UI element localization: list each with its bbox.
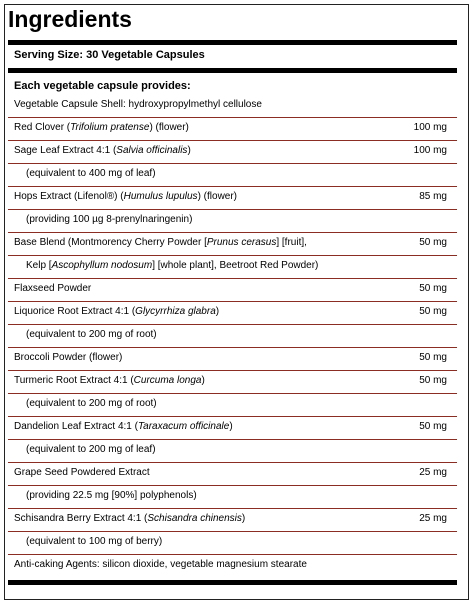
ingredient-name xyxy=(14,375,205,386)
table-row xyxy=(8,416,457,439)
ingredient-text: ) (flower) xyxy=(149,122,189,133)
table-row xyxy=(8,278,457,301)
ingredient-amount: 25 mg xyxy=(419,467,447,478)
table-row xyxy=(8,163,457,186)
ingredient-text: ] [whole plant], Beetroot Red Powder) xyxy=(152,260,319,271)
table-row xyxy=(8,232,457,255)
ingredient-text: ) xyxy=(215,306,220,317)
ingredient-amount: 25 mg xyxy=(419,513,447,524)
latin-name: Glycyrrhiza glabra xyxy=(135,306,216,317)
ingredient-amount: 85 mg xyxy=(419,191,447,202)
ingredient-name xyxy=(26,398,157,409)
ingredient-text: (equivalent to 200 mg of root) xyxy=(26,398,157,409)
ingredient-name xyxy=(14,145,191,156)
latin-name: Schisandra chinensis xyxy=(147,513,242,524)
bottom-divider xyxy=(8,580,457,585)
ingredient-text: Dandelion Leaf Extract 4:1 ( xyxy=(14,421,138,432)
ingredient-text: Schisandra Berry Extract 4:1 ( xyxy=(14,513,148,524)
ingredient-text: Turmeric Root Extract 4:1 ( xyxy=(14,375,134,386)
ingredient-name xyxy=(14,283,91,294)
ingredient-name xyxy=(14,352,122,363)
table-row xyxy=(8,531,457,554)
table-row xyxy=(8,255,457,278)
ingredient-text: Red Clover ( xyxy=(14,122,71,133)
table-row xyxy=(8,462,457,485)
ingredient-text: ) xyxy=(229,421,233,432)
ingredient-name xyxy=(14,421,233,432)
page-title: Ingredients xyxy=(8,6,132,32)
ingredient-amount: 50 mg xyxy=(419,352,447,363)
latin-name: Trifolium pratense xyxy=(70,122,150,133)
ingredient-text: Grape Seed Powdered Extract xyxy=(14,467,150,478)
ingredient-amount: 50 mg xyxy=(419,375,447,386)
ingredient-text: (equivalent to 200 mg of root) xyxy=(26,329,157,340)
table-row xyxy=(8,140,457,163)
ingredient-text: (providing 100 µg 8-prenylnaringenin) xyxy=(26,214,193,225)
ingredient-amount: 100 mg xyxy=(413,145,447,156)
ingredient-name xyxy=(26,490,197,501)
provides-heading: Each vegetable capsule provides: xyxy=(14,80,191,92)
latin-name: Taraxacum officinale xyxy=(137,421,230,432)
ingredient-text: (equivalent to 100 mg of berry) xyxy=(26,536,163,547)
ingredient-amount: 100 mg xyxy=(413,122,447,133)
table-row xyxy=(8,485,457,508)
ingredient-text: ] [fruit], xyxy=(276,237,307,248)
ingredient-amount: 50 mg xyxy=(419,306,447,317)
latin-name: Prunus cerasus xyxy=(206,237,277,248)
ingredient-table xyxy=(8,95,457,577)
ingredient-text: Kelp [ xyxy=(26,260,52,271)
table-row xyxy=(8,95,457,117)
ingredient-text: Hops Extract (Lifenol®) ( xyxy=(14,191,124,202)
ingredient-name xyxy=(26,329,157,340)
ingredient-text: Sage Leaf Extract 4:1 ( xyxy=(14,145,117,156)
ingredient-text: Liquorice Root Extract 4:1 ( xyxy=(14,306,136,317)
ingredient-name xyxy=(14,513,245,524)
ingredient-name xyxy=(26,260,318,271)
title-divider xyxy=(8,40,457,45)
ingredient-text: Anti-caking Agents: silicon dioxide, vegetable magnesium stearate xyxy=(14,559,307,570)
ingredient-text: (equivalent to 400 mg of leaf) xyxy=(26,168,156,179)
ingredient-name xyxy=(14,306,219,317)
ingredient-name xyxy=(14,99,262,110)
table-row xyxy=(8,554,457,577)
table-row xyxy=(8,347,457,370)
ingredient-text: ) xyxy=(187,145,191,156)
ingredient-text: ) xyxy=(241,513,246,524)
ingredient-name xyxy=(26,168,156,179)
ingredient-text: Base Blend (Montmorency Cherry Powder [ xyxy=(14,237,207,248)
latin-name: Ascophyllum nodosum xyxy=(51,260,153,271)
table-row xyxy=(8,209,457,232)
latin-name: Humulus lupulus xyxy=(123,191,198,202)
ingredient-amount: 50 mg xyxy=(419,283,447,294)
table-row xyxy=(8,393,457,416)
ingredient-name xyxy=(26,536,162,547)
latin-name: Curcuma longa xyxy=(133,375,202,386)
table-row xyxy=(8,508,457,531)
ingredient-text: Flaxseed Powder xyxy=(14,283,92,294)
table-row xyxy=(8,324,457,347)
ingredient-name xyxy=(14,122,189,133)
ingredient-name xyxy=(26,214,192,225)
ingredient-text: Vegetable Capsule Shell: hydroxypropylmethyl cellulose xyxy=(14,99,262,110)
ingredient-text: ) (flower) xyxy=(197,191,238,202)
ingredient-name xyxy=(26,444,156,455)
serving-size: Serving Size: 30 Vegetable Capsules xyxy=(14,49,205,61)
table-row xyxy=(8,301,457,324)
ingredient-text: (equivalent to 200 mg of leaf) xyxy=(26,444,156,455)
ingredient-amount: 50 mg xyxy=(419,237,447,248)
serving-divider xyxy=(8,68,457,73)
ingredient-text: ) xyxy=(201,375,205,386)
ingredient-amount: 50 mg xyxy=(419,421,447,432)
table-row xyxy=(8,117,457,140)
ingredient-text: Broccoli Powder (flower) xyxy=(14,352,123,363)
ingredient-text: (providing 22.5 mg [90%] polyphenols) xyxy=(26,490,197,501)
ingredient-name xyxy=(14,467,150,478)
ingredient-name xyxy=(14,237,307,248)
table-row xyxy=(8,439,457,462)
ingredient-name xyxy=(14,559,307,570)
ingredient-name xyxy=(14,191,237,202)
table-row xyxy=(8,370,457,393)
table-row xyxy=(8,186,457,209)
latin-name: Salvia officinalis xyxy=(116,145,188,156)
